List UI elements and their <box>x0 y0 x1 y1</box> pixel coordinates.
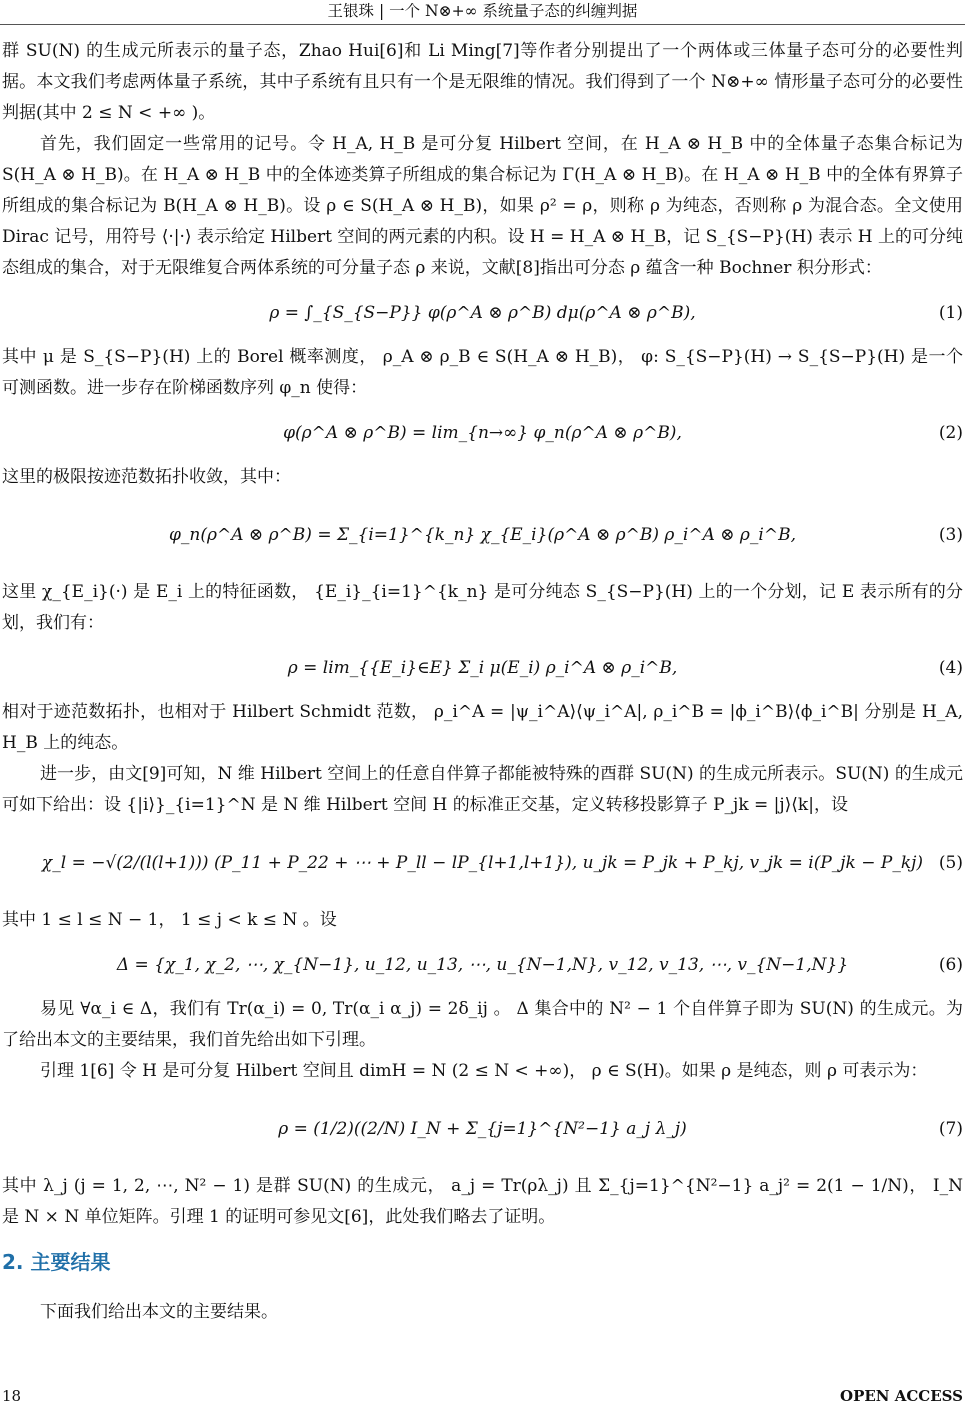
page-footer <box>0 1387 965 1411</box>
paragraph: 下面我们给出本文的主要结果。 <box>40 1302 278 1322</box>
paragraph: 进一步，由文[9]可知，N 维 Hilbert 空间上的任意自伴算子都能被特殊的酉群 SU(N) 的生成元所表示。SU(N) 的生成元可如下给出：设 {|i⟩}_{i=1}^N 是 N 维 Hilbert 空间 H 的标准正交基，定义转移投影算子 P_jk = |j⟩⟨k|，设 <box>2 764 963 815</box>
section-number: 2. <box>2 1250 24 1274</box>
open-access-label: OPEN ACCESS <box>840 1387 963 1405</box>
equation-number: (7) <box>938 1119 963 1139</box>
paragraph: 这里的极限按迹范数拓扑收敛，其中： <box>2 467 291 487</box>
equation-2 <box>2 408 963 458</box>
paragraph: 群 SU(N) 的生成元所表示的量子态，Zhao Hui[6]和 Li Ming[7]等作者分别提出了一个两体或三体量子态可分的必要性判据。本文我们考虑两体量子系统，其中子系统有且只有一个是无限维的情况。我们得到了一个 N⊗+∞ 情形量子态可分的必要性判据(其中 2 ≤ N < +∞ )。 <box>2 41 963 123</box>
equation-body: ρ = ∫_{S_{S−P}} φ(ρ^A ⊗ ρ^B) dμ(ρ^A ⊗ ρ^B), <box>269 303 696 323</box>
paragraph: 其中 μ 是 S_{S−P}(H) 上的 Borel 概率测度， ρ_A ⊗ ρ_B ∈ S(H_A ⊗ H_B)， φ: S_{S−P}(H) → S_{S−P}(H) 是一个可测函数。进一步存在阶梯函数序列 φ_n 使得： <box>2 347 963 398</box>
equation-body: ρ = (1/2)((2/N) I_N + Σ_{j=1}^{N²−1} a_j λ_j) <box>278 1119 687 1139</box>
equation-6 <box>2 940 963 990</box>
equation-body: φ(ρ^A ⊗ ρ^B) = lim_{n→∞} φ_n(ρ^A ⊗ ρ^B), <box>283 423 682 443</box>
equation-5 <box>2 825 963 901</box>
paragraph: 这里 χ_{E_i}(·) 是 E_i 上的特征函数， {E_i}_{i=1}^{k_n} 是可分纯态 S_{S−P}(H) 上的一个分划，记 E 表示所有的分划，我们有： <box>2 582 963 633</box>
equation-number: (6) <box>938 955 963 975</box>
page-body <box>2 36 963 1328</box>
page-number: 18 <box>2 1387 22 1405</box>
running-header: 王银珠 | 一个 N⊗+∞ 系统量子态的纠缠判据 <box>327 2 638 20</box>
equation-number: (3) <box>938 525 963 545</box>
equation-number: (4) <box>938 658 963 678</box>
equation-7 <box>2 1091 963 1167</box>
header-rule <box>0 24 965 25</box>
paragraph: 引理 1[6] 令 H 是可分复 Hilbert 空间且 dimH = N (2 ≤ N < +∞)， ρ ∈ S(H)。如果 ρ 是纯态，则 ρ 可表示为： <box>40 1061 928 1081</box>
section-title: 主要结果 <box>30 1250 111 1274</box>
equation-body: φ_n(ρ^A ⊗ ρ^B) = Σ_{i=1}^{k_n} χ_{E_i}(ρ^A ⊗ ρ^B) ρ_i^A ⊗ ρ_i^B, <box>169 525 796 545</box>
equation-body: χ_l = −√(2/(l(l+1))) (P_11 + P_22 + ⋯ + P_ll − lP_{l+1,l+1}), u_jk = P_jk + P_kj, v_jk = i(P_jk − P_kj) <box>41 853 924 873</box>
paragraph: 其中 λ_j (j = 1, 2, ⋯, N² − 1) 是群 SU(N) 的生成元， a_j = Tr(ρλ_j) 且 Σ_{j=1}^{N²−1} a_j² = 2(1 − 1/N)， I_N 是 N × N 单位矩阵。引理 1 的证明可参见文[6]，此处我们略去了证明。 <box>2 1176 963 1227</box>
equation-number: (5) <box>938 853 963 873</box>
paragraph: 首先，我们固定一些常用的记号。令 H_A, H_B 是可分复 Hilbert 空间，在 H_A ⊗ H_B 中的全体量子态集合标记为 S(H_A ⊗ H_B)。在 H_A ⊗ H_B 中的全体迹类算子所组成的集合标记为 Γ(H_A ⊗ H_B)。在 H_A ⊗ H_B 中的全体有界算子所组成的集合标记为 B(H_A ⊗ H_B)。设 ρ ∈ S(H_A ⊗ H_B)，如果 ρ² = ρ，则称 ρ 为纯态，否则称 ρ 为混合态。全文使用 Dirac 记号，用符号 ⟨·|·⟩ 表示给定 Hilbert 空间的两元素的内积。设 H = H_A ⊗ H_B，记 S_{S−P}(H) 表示 H 上的可分纯态组成的集合，对于无限维复合两体系统的可分量子态 ρ 来说，文献[8]指出可分态 ρ 蕴含一种 Bochner 积分形式： <box>2 134 963 278</box>
equation-1 <box>2 288 963 338</box>
equation-body: ρ = lim_{{E_i}∈E} Σ_i μ(E_i) ρ_i^A ⊗ ρ_i^B, <box>287 658 678 678</box>
equation-body: Δ = {χ_1, χ_2, ⋯, χ_{N−1}, u_12, u_13, ⋯, u_{N−1,N}, v_12, v_13, ⋯, v_{N−1,N}} <box>116 955 849 975</box>
paragraph: 易见 ∀α_i ∈ Δ，我们有 Tr(α_i) = 0, Tr(α_i α_j) = 2δ_ij 。 Δ 集合中的 N² − 1 个自伴算子即为 SU(N) 的生成元。为了给出本文的主要结果，我们首先给出如下引理。 <box>2 999 963 1050</box>
paragraph: 相对于迹范数拓扑，也相对于 Hilbert Schmidt 范数， ρ_i^A = |ψ_i^A⟩⟨ψ_i^A|, ρ_i^B = |ϕ_i^B⟩⟨ϕ_i^B| 分别是 H_A, H_B 上的纯态。 <box>2 702 963 753</box>
equation-4 <box>2 643 963 693</box>
paragraph: 其中 1 ≤ l ≤ N − 1， 1 ≤ j < k ≤ N 。设 <box>2 910 337 930</box>
section-heading <box>2 1247 963 1277</box>
equation-3 <box>2 497 963 573</box>
equation-number: (2) <box>938 423 963 443</box>
equation-number: (1) <box>938 303 963 323</box>
